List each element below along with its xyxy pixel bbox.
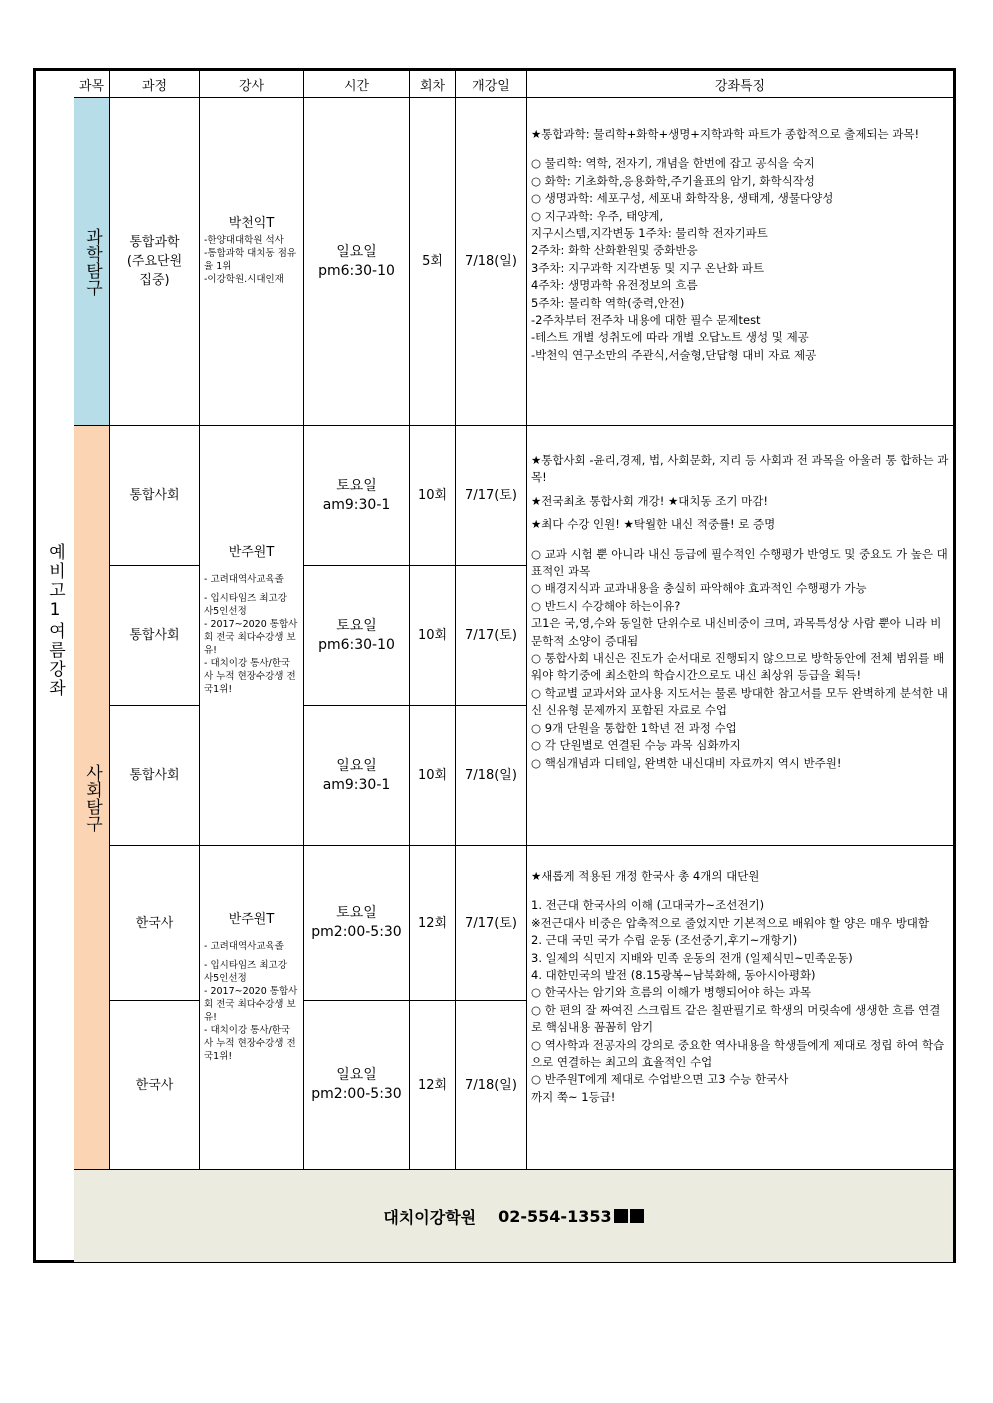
social-feature-5: ○ 교과 시험 뿐 아니라 내신 등급에 필수적인 수행평가 반영도 및 중요도 가 높은 대표적인 과목 xyxy=(531,546,948,579)
social-lecturer-bio-4: - 대치이강 통사/한국 사 누적 현장수강생 전국1위! xyxy=(204,657,296,695)
header-sessions: 회차 xyxy=(410,71,456,98)
social-sessions-3: 10회 xyxy=(410,706,456,846)
history-lecturer-name: 반주원T xyxy=(228,911,275,927)
history-course-2: 한국사 xyxy=(110,1001,200,1169)
social-feature-9: ○ 통합사회 내신은 진도가 순서대로 진행되지 않으므로 방학동안에 전체 범위를 배워야 학기중에 최소한의 학습시간으로도 내신 최상위 등급을 획득! xyxy=(531,651,945,683)
social-time-1: 토요일 am9:30-1 xyxy=(304,426,410,566)
science-lecturer-name: 박천익T xyxy=(228,216,275,231)
header-course: 과정 xyxy=(110,71,200,98)
science-sessions: 5회 xyxy=(410,98,456,426)
history-time-1: 토요일 pm2:00-5:30 xyxy=(304,846,410,1001)
square-block-icon xyxy=(614,1209,628,1223)
science-feature-12: -2주차부터 전주차 내용에 대한 필수 문제test xyxy=(531,313,761,328)
social-sessions-1: 10회 xyxy=(410,426,456,566)
social-start-2: 7/17(토) xyxy=(456,566,527,706)
science-lecturer-bio-3: -이강학원.시대인재 xyxy=(204,274,284,285)
history-feature-7: 4. 대한민국의 발전 (8.15광복~남북화해, 동아시아평화) xyxy=(531,968,816,983)
social-start-1: 7/17(토) xyxy=(456,426,527,566)
history-lecturer-bio-4: - 대치이강 통사/한국 사 누적 현장수강생 전국1위! xyxy=(204,1024,296,1062)
social-feature-3: ★최다 수강 인원! ★탁월한 내신 적중률! 로 증명 xyxy=(531,517,776,532)
social-feature-6: ○ 배경지식과 교과내용을 충실히 파악해야 효과적인 수행평가 가능 xyxy=(531,581,867,596)
history-feature-12: 까지 쭉~ 1등급! xyxy=(531,1089,616,1104)
science-feature-8: 2주차: 화학 산화환원및 중화반응 xyxy=(531,243,698,258)
history-lecturer-bio-2: - 입시타임즈 최고강 사5인선정 xyxy=(204,959,287,984)
science-feature-4: ○ 화학: 기초화학,응용화학,주기율표의 암기, 화학식작성 xyxy=(531,173,815,188)
history-feature-9: ○ 한 편의 잘 짜여진 스크립트 같은 칠판필기로 학생의 머릿속에 생생한 흐름 연결로 핵심내용 꼼꼼히 암기 xyxy=(531,1002,941,1035)
science-subject-label xyxy=(74,98,110,426)
history-course-1: 한국사 xyxy=(110,846,200,1001)
academy-footer xyxy=(74,1169,953,1262)
social-feature-8: 고1은 국,영,수와 동일한 단위수로 내신비중이 크며, 과목특성상 사람 뿐아 니라 비문학적 소양이 증대됨 xyxy=(531,616,942,648)
history-feature-5: 2. 근대 국민 국가 수립 운동 (조선중기,후기~개항기) xyxy=(531,933,798,948)
science-feature-13: -테스트 개별 성취도에 따라 개별 오답노트 생성 및 제공 xyxy=(531,330,809,345)
social-course-1: 통합사회 xyxy=(110,426,200,566)
header-time: 시간 xyxy=(304,71,410,98)
social-features xyxy=(527,426,953,846)
history-start-1: 7/17(토) xyxy=(456,846,527,1001)
header-features: 강좌특징 xyxy=(527,71,953,98)
social-course-3: 통합사회 xyxy=(110,706,200,846)
science-features xyxy=(527,98,953,426)
social-subject-text: 사회탐구 xyxy=(82,763,102,832)
history-start-2: 7/18(일) xyxy=(456,1001,527,1169)
history-features xyxy=(527,846,953,1169)
science-feature-14: -박천익 연구소만의 주관식,서술형,단답형 대비 자료 제공 xyxy=(531,347,817,362)
header-start-date: 개강일 xyxy=(456,71,527,98)
social-feature-13: ○ 핵심개념과 디테일, 완벽한 내신대비 자료까지 역시 반주원! xyxy=(531,755,842,770)
academy-phone: 02-554-1353 xyxy=(498,1206,612,1226)
social-time-3: 일요일 am9:30-1 xyxy=(304,706,410,846)
science-lecturer-bio-2: -통합과학 대치동 점유율 1위 xyxy=(204,248,297,272)
outer-label-text: 예비고1여름강좌 xyxy=(45,542,65,698)
social-lecturer-bio-1: - 고려대역사교육졸 xyxy=(204,573,284,585)
science-subject-text: 과학탐구 xyxy=(82,227,102,296)
history-sessions-1: 12회 xyxy=(410,846,456,1001)
science-feature-6: ○ 지구과학: 우주, 태양계, xyxy=(531,208,664,223)
social-lecturer xyxy=(200,426,304,846)
history-feature-8: ○ 한국사는 암기와 흐름의 이해가 병행되어야 하는 과목 xyxy=(531,985,812,1000)
square-block-icon xyxy=(630,1209,644,1223)
history-feature-1: ★새롭게 적용된 개정 한국사 총 4개의 대단원 xyxy=(531,869,760,883)
history-feature-6: 3. 일제의 식민지 지배와 민족 운동의 전개 (일제식민~민족운동) xyxy=(531,950,853,965)
social-lecturer-name: 반주원T xyxy=(228,544,275,560)
social-sessions-2: 10회 xyxy=(410,566,456,706)
history-feature-3: 1. 전근대 한국사의 이해 (고대국가~조선전기) xyxy=(531,898,765,913)
social-time-2: 토요일 pm6:30-10 xyxy=(304,566,410,706)
history-time-2: 일요일 pm2:00-5:30 xyxy=(304,1001,410,1169)
science-course: 통합과학 (주요단원 집중) xyxy=(110,98,200,426)
social-start-3: 7/18(일) xyxy=(456,706,527,846)
social-course-2: 통합사회 xyxy=(110,566,200,706)
science-feature-3: ○ 물리학: 역학, 전자기, 개념을 한번에 잡고 공식을 숙지 xyxy=(531,156,815,171)
science-feature-9: 3주차: 지구과학 지각변동 및 지구 온난화 파트 xyxy=(531,260,765,275)
social-feature-10: ○ 학교별 교과서와 교사용 지도서는 물론 방대한 참고서를 모두 완벽하게 분석한 내신 신유형 문제까지 포함된 자료로 수업 xyxy=(531,685,948,718)
header-lecturer: 강사 xyxy=(200,71,304,98)
science-feature-10: 4주차: 생명과학 유전정보의 흐름 xyxy=(531,278,698,293)
history-lecturer-bio-1: - 고려대역사교육졸 xyxy=(204,940,284,952)
header-subject: 과목 xyxy=(74,71,110,98)
social-subject-label xyxy=(74,426,110,1169)
academy-name: 대치이강학원 xyxy=(383,1207,477,1227)
history-feature-10: ○ 역사학과 전공자의 강의로 중요한 역사내용을 학생들에게 제대로 정립 하여 학습으로 연결하는 최고의 효율적인 수업 xyxy=(531,1037,945,1070)
history-lecturer-bio-3: - 2017~2020 통합사회 전국 최다수강생 보유! xyxy=(204,985,298,1023)
science-feature-11: 5주차: 물리학 역학(중력,안전) xyxy=(531,295,685,310)
science-lecturer-bio-1: -한양대대학원 석사 xyxy=(204,235,284,246)
social-feature-7: ○ 반드시 수강해야 하는이유? xyxy=(531,598,681,613)
social-feature-12: ○ 각 단원별로 연결된 수능 과목 심화까지 xyxy=(531,738,741,753)
history-sessions-2: 12회 xyxy=(410,1001,456,1169)
social-feature-2: ★전국최초 통합사회 개강! ★대치동 조기 마감! xyxy=(531,493,768,508)
history-feature-4: ※전근대사 비중은 압축적으로 줄었지만 기본적으로 배워야 할 양은 매우 방대함 xyxy=(531,915,930,930)
social-feature-11: ○ 9개 단원을 통합한 1학년 전 과정 수업 xyxy=(531,720,737,735)
science-feature-1: ★통합과학: 물리학+화학+생명+지학과학 파트가 종합적으로 출제되는 과목! xyxy=(531,127,920,141)
history-feature-11: ○ 반주원T에게 제대로 수업받으면 고3 수능 한국사 xyxy=(531,1072,789,1087)
outer-vertical-label xyxy=(36,71,75,1169)
history-lecturer xyxy=(200,846,304,1169)
science-feature-5: ○ 생명과학: 세포구성, 세포내 화학작용, 생태계, 생물다양성 xyxy=(531,191,834,206)
science-feature-7: 지구시스템,지각변동 1주차: 물리학 전자기파트 xyxy=(531,226,768,241)
science-time: 일요일 pm6:30-10 xyxy=(304,98,410,426)
social-lecturer-bio-2: - 입시타임즈 최고강 사5인선정 xyxy=(204,592,287,617)
science-start: 7/18(일) xyxy=(456,98,527,426)
science-lecturer xyxy=(200,98,304,426)
social-lecturer-bio-3: - 2017~2020 통합사회 전국 최다수강생 보유! xyxy=(204,618,298,656)
social-feature-1: ★통합사회 -윤리,경제, 법, 사회문화, 지리 등 사회과 전 과목을 아울러 통 합하는 과목! xyxy=(531,453,949,485)
timetable-frame xyxy=(33,68,956,1263)
